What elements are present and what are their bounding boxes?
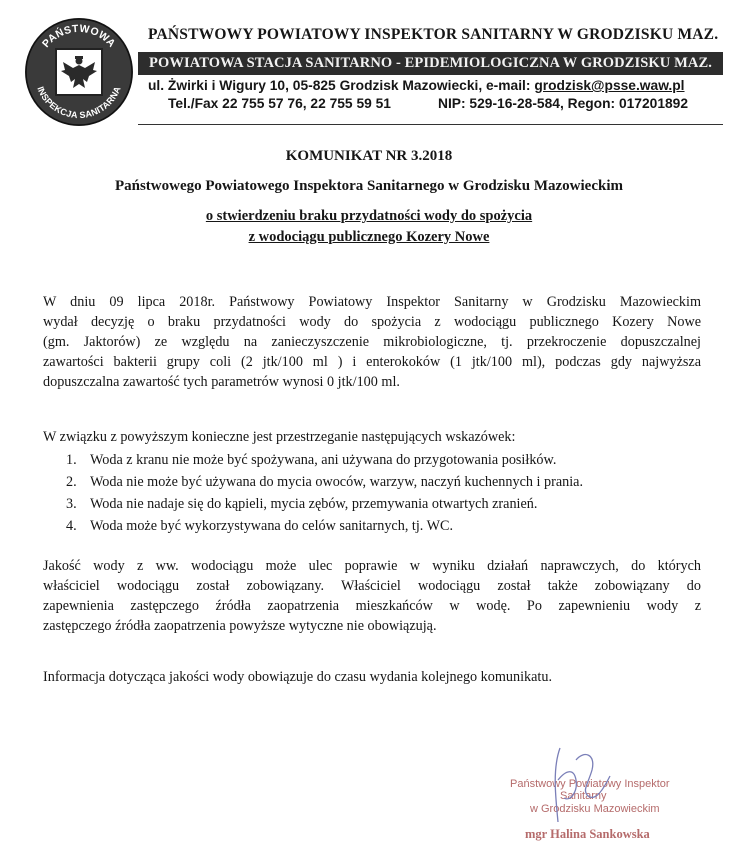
phone-fax: Tel./Fax 22 755 57 76, 22 755 59 51 bbox=[168, 96, 391, 111]
header-divider bbox=[138, 124, 723, 125]
inspector-title: PAŃSTWOWY POWIATOWY INSPEKTOR SANITARNY W GRODZISKU MAZ. bbox=[148, 26, 719, 43]
communique-number: KOMUNIKAT NR 3.2018 bbox=[285, 148, 453, 164]
communique-subject-line2: z wodociągu publicznego Kozery Nowe bbox=[248, 229, 490, 245]
paragraph-line: właściciel wodociągu został zobowiązany. Właściciel wodociągu został także zobowiązany do bbox=[43, 578, 701, 594]
stamp-line: Państwowy Powiatowy Inspektor bbox=[510, 778, 670, 790]
list-item: 1. Woda z kranu nie może być spożywana, ani używana do przygotowania posiłków. bbox=[66, 452, 557, 468]
decision-paragraph bbox=[43, 292, 701, 392]
svg-text:PAŃSTWOWA: PAŃSTWOWA bbox=[40, 22, 118, 51]
email-link[interactable]: grodzisk@psse.waw.pl bbox=[534, 78, 685, 93]
guidelines-intro: W związku z powyższym konieczne jest przestrzeganie następujących wskazówek: bbox=[43, 429, 516, 445]
stamp-line: Sanitarny bbox=[560, 790, 607, 802]
communique-issuer: Państwowego Powiatowego Inspektora Sanitarnego w Grodzisku Mazowieckim bbox=[114, 178, 624, 194]
list-item: 2. Woda nie może być używana do mycia owoców, warzyw, naczyń kuchennych i prania. bbox=[66, 474, 583, 490]
paragraph-line: Jakość wody z ww. wodociągu może ulec poprawie w wyniku działań naprawczych, do których bbox=[43, 558, 701, 574]
station-band: POWIATOWA STACJA SANITARNO - EPIDEMIOLOGICZNA W GRODZISKU MAZ. bbox=[138, 52, 723, 75]
paragraph-line: zawartości bakterii grupy coli (2 jtk/100 ml ) i enterokoków (1 jtk/100 ml), podczas gdy najwyższa bbox=[43, 354, 701, 370]
stamp-signatory: mgr Halina Sankowska bbox=[525, 827, 650, 841]
nip-regon: NIP: 529-16-28-584, Regon: 017201892 bbox=[438, 96, 689, 111]
validity-note: Informacja dotycząca jakości wody obowiązuje do czasu wydania kolejnego komunikatu. bbox=[43, 669, 552, 685]
address-text: ul. Żwirki i Wigury 10, 05-825 Grodzisk Mazowiecki, e-mail: bbox=[148, 78, 531, 93]
guidelines-list bbox=[66, 449, 583, 537]
stamp-line: w Grodzisku Mazowieckim bbox=[530, 803, 660, 815]
inspection-emblem-logo bbox=[23, 16, 135, 128]
contact-line bbox=[168, 96, 689, 111]
quality-paragraph bbox=[43, 556, 701, 636]
paragraph-line: W dniu 09 lipca 2018r. Państwowy Powiatowy Inspektor Sanitarny w Grodzisku Mazowieckim bbox=[43, 294, 701, 310]
paragraph-line: zapewnienia zastępczego źródła zaopatrzenia mieszkańców w wodę. Po zapewnieniu wody z bbox=[43, 598, 701, 614]
svg-text:INSPEKCJA SANITARNA: INSPEKCJA SANITARNA bbox=[35, 84, 123, 121]
list-item: 3. Woda nie nadaje się do kąpieli, mycia zębów, przemywania otwartych zranień. bbox=[66, 496, 538, 512]
paragraph-line: dopuszczalna zawartość tych parametrów wynosi 0 jtk/100 ml. bbox=[43, 374, 400, 390]
list-item: 4. Woda może być wykorzystywana do celów sanitarnych, tj. WC. bbox=[66, 518, 454, 534]
letterhead bbox=[0, 0, 738, 130]
paragraph-line: (gm. Jaktorów) ze względu na zanieczyszczenie mikrobiologiczne, tj. przekroczenie dopuszczalnej bbox=[43, 334, 701, 350]
communique-subject-line1: o stwierdzeniu braku przydatności wody do spożycia bbox=[205, 208, 533, 224]
paragraph-line: zastępczego źródła zaopatrzenia powyższe wytyczne nie obowiązują. bbox=[43, 618, 437, 634]
handwritten-signature bbox=[530, 740, 620, 830]
address-line bbox=[148, 78, 685, 93]
paragraph-line: wydał decyzję o braku przydatności wody do spożycia z wodociągu publicznego Kozery Nowe bbox=[43, 314, 701, 330]
